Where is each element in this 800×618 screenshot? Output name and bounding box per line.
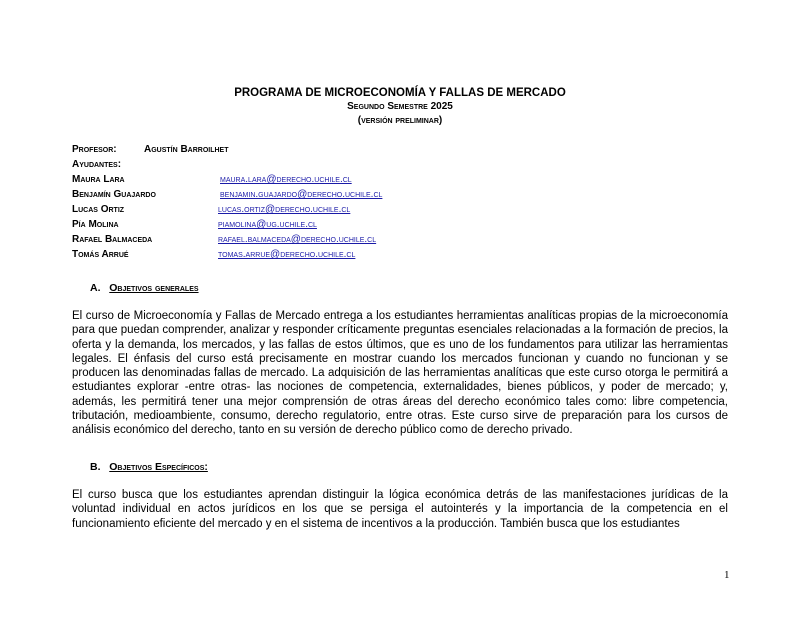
assistant-name: Maura Lara — [72, 174, 125, 185]
section-a-paragraph: El curso de Microeconomía y Fallas de Mercado entrega a los estudiantes herramientas analíticas propias de la microeconomía para que puedan comprender, analizar y responder críticamente preguntas esenciales relacionadas a la formación de precios, la oferta y la demanda, los mercados, y las fallas de estos últimos, que es uno de los fundamentos para utilizar las herramientas legales. El énfasis del curso está precisamente en mostrar cuando los mercados funcionan y cuando no funcionan y se producen las denominadas fallas de mercado. La adquisición de las herramientas analíticas que este curso otorga le permitirá a estudiantes explorar -entre otras- las nociones de competencia, externalidades, bienes públicos, y poder de mercado; y, además, les permitirá tener una mejor comprensión de otras áreas del derecho económico tales como: libre competencia, tributación, medioambiente, consumo, derecho regulatorio, entre otras. Este curso sirve de preparación para los cursos de análisis económico del derecho, tanto en su versión de derecho público como de derecho privado. — [72, 310, 728, 437]
assistant-name: Tomás Arrué — [72, 249, 129, 260]
assistant-row — [72, 247, 572, 262]
professor-label: Profesor: — [72, 144, 117, 155]
assistants-row — [72, 157, 572, 172]
assistant-email-link[interactable]: benjamin.guajardo@derecho.uchile.cl — [220, 189, 383, 200]
document-title: PROGRAMA DE MICROECONOMÍA Y FALLAS DE MERCADO — [234, 87, 566, 99]
assistant-email-link[interactable]: maura.lara@derecho.uchile.cl — [220, 174, 352, 185]
assistant-row — [72, 172, 572, 187]
semester-label: Segundo Semestre 2025 — [347, 101, 453, 112]
assistant-email-link[interactable]: lucas.ortiz@derecho.uchile.cl — [218, 204, 351, 215]
professor-row — [72, 142, 572, 157]
assistants-label: Ayudantes: — [72, 159, 122, 170]
assistant-row — [72, 217, 572, 232]
title-block — [0, 86, 800, 128]
assistant-name: Rafael Balmaceda — [72, 234, 153, 245]
section-b-letter: B. — [90, 461, 101, 473]
section-a-heading — [90, 282, 199, 294]
section-b-title: Objetivos Específicos: — [109, 461, 208, 473]
section-b-paragraph: El curso busca que los estudiantes aprendan distinguir la lógica económica detrás de las manifestaciones jurídicas de la voluntad individual en actos jurídicos en los que se persiga el autointerés y la importancia de la competencia en el funcionamiento eficiente del mercado y en el sistema de incentivos a la producción. También busca que los estudiantes — [72, 489, 728, 530]
assistant-row — [72, 232, 572, 247]
page-number: 1 — [724, 569, 730, 581]
section-b-heading — [90, 461, 208, 473]
assistant-name: Benjamín Guajardo — [72, 189, 156, 200]
section-a-title: Objetivos generales — [109, 282, 199, 294]
version-label: (versión preliminar) — [357, 115, 443, 126]
assistant-name: Lucas Ortiz — [72, 204, 125, 215]
assistant-row — [72, 202, 572, 217]
assistant-email-link[interactable]: piamolina@ug.uchile.cl — [218, 219, 317, 230]
assistant-row — [72, 187, 572, 202]
assistant-name: Pía Molina — [72, 219, 119, 230]
section-a-letter: A. — [90, 282, 101, 294]
assistant-email-link[interactable]: rafael.balmaceda@derecho.uchile.cl — [218, 234, 377, 245]
professor-name: Agustín Barroilhet — [144, 144, 229, 155]
staff-list — [72, 142, 572, 262]
assistant-email-link[interactable]: tomas.arrue@derecho.uchile.cl — [218, 249, 356, 260]
